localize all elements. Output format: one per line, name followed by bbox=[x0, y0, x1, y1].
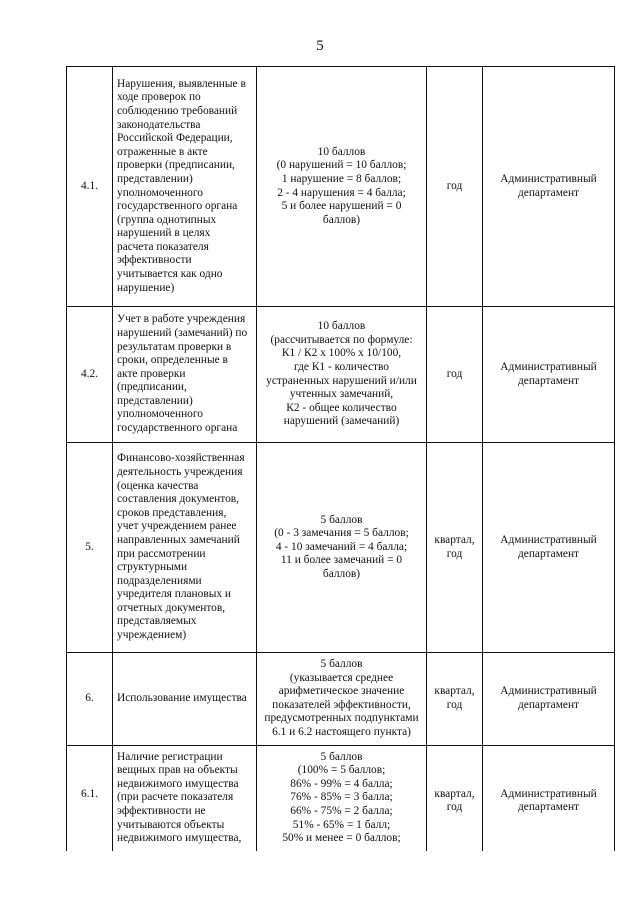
name-line: учитывается как одно bbox=[117, 268, 223, 281]
score-line: 10 баллов bbox=[317, 145, 366, 158]
name-line: деятельность учреждения bbox=[117, 465, 243, 478]
name-line: учредителя плановых и bbox=[117, 588, 232, 601]
name-line: отчетных документов, bbox=[117, 601, 226, 614]
score-line: 66% - 75% = 2 балла; bbox=[290, 804, 393, 817]
responsible-cell bbox=[483, 443, 615, 653]
responsible-line: Административный bbox=[500, 533, 597, 546]
period-line: квартал, bbox=[434, 685, 475, 698]
criteria-table bbox=[66, 66, 615, 851]
table-row bbox=[67, 745, 615, 851]
name-line: вещных прав на объекты bbox=[117, 764, 238, 777]
table-row bbox=[67, 653, 615, 746]
name-line: государственного органа bbox=[117, 422, 238, 435]
name-line: представлении) bbox=[117, 394, 193, 407]
name-line: эффективности не bbox=[117, 804, 206, 817]
responsible-line: департамент bbox=[517, 801, 580, 814]
score-line: учтенных замечаний, bbox=[289, 388, 394, 401]
score-line: баллов) bbox=[322, 213, 361, 226]
period-line: год bbox=[446, 801, 463, 814]
score-line: 2 - 4 нарушения = 4 балла; bbox=[277, 186, 406, 199]
name-line: уполномоченного bbox=[117, 408, 203, 421]
name-line: представляемых bbox=[117, 615, 197, 628]
score-line: предусмотренных подпунктами bbox=[264, 712, 419, 725]
score-line: 50% и менее = 0 баллов; bbox=[282, 832, 401, 845]
table-row bbox=[67, 307, 615, 443]
page-number: 5 bbox=[316, 38, 324, 54]
name-line: при рассмотрении bbox=[117, 547, 206, 560]
item-number-cell: 4.1. bbox=[67, 67, 113, 307]
indicator-name-cell bbox=[113, 443, 257, 653]
responsible-line: департамент bbox=[517, 698, 580, 711]
score-line: 5 баллов bbox=[320, 513, 363, 526]
name-line: нарушение) bbox=[117, 281, 175, 294]
score-line: 5 и более нарушений = 0 bbox=[281, 200, 402, 213]
name-line: Финансово-хозяйственная bbox=[117, 452, 245, 465]
criteria-table-body bbox=[67, 67, 615, 851]
name-line: нарушений (замечаний) по bbox=[117, 326, 248, 339]
score-line: 5 баллов bbox=[320, 750, 363, 763]
score-line: 5 баллов bbox=[320, 658, 363, 670]
score-line: (0 - 3 замечания = 5 баллов; bbox=[274, 527, 409, 540]
indicator-name-cell bbox=[113, 307, 257, 443]
period-line: год bbox=[446, 179, 463, 192]
name-line: недвижимого имущества bbox=[117, 777, 239, 790]
name-line: акте проверки bbox=[117, 367, 186, 380]
name-line: (при расчете показателя bbox=[117, 791, 234, 804]
name-line: ходе проверок по bbox=[117, 91, 201, 104]
responsible-line: Административный bbox=[500, 787, 597, 800]
name-line: соблюдению требований bbox=[117, 104, 238, 117]
table-row bbox=[67, 443, 615, 653]
name-line: нарушений в целях bbox=[117, 227, 211, 240]
name-line: учитываются объекты bbox=[117, 818, 225, 831]
name-line: недвижимого имущества, bbox=[117, 832, 242, 845]
name-line: учет учреждением ранее bbox=[117, 520, 237, 533]
name-line: подразделениями bbox=[117, 574, 202, 587]
name-line: (предписании, bbox=[117, 381, 187, 394]
responsible-line: Административный bbox=[500, 172, 597, 185]
name-line: структурными bbox=[117, 561, 188, 574]
name-line: (группа однотипных bbox=[117, 213, 217, 226]
name-line: учреждением) bbox=[117, 629, 187, 642]
responsible-cell bbox=[483, 745, 615, 851]
score-cell bbox=[257, 745, 427, 851]
period-line: год bbox=[446, 698, 463, 711]
period-cell bbox=[427, 653, 483, 746]
score-line: К1 / К2 x 100% x 10/100, bbox=[281, 347, 402, 360]
score-line: 1 нарушение = 8 баллов; bbox=[281, 172, 402, 185]
name-line: сроки, определенные в bbox=[117, 354, 228, 367]
name-line: Нарушения, выявленные в bbox=[117, 77, 246, 90]
item-number-cell: 6. bbox=[67, 653, 113, 746]
responsible-cell bbox=[483, 67, 615, 307]
name-line: проверки (предписании, bbox=[117, 159, 235, 172]
period-line: квартал, bbox=[434, 533, 475, 546]
responsible-line: департамент bbox=[517, 547, 580, 560]
score-cell bbox=[257, 443, 427, 653]
score-cell bbox=[257, 67, 427, 307]
score-line: арифметическое значение bbox=[278, 685, 405, 698]
table-row bbox=[67, 67, 615, 307]
name-line: уполномоченного bbox=[117, 186, 203, 199]
score-line: 6.1 и 6.2 настоящего пункта) bbox=[272, 725, 411, 738]
responsible-line: департамент bbox=[517, 186, 580, 199]
score-line: К2 - общее количество bbox=[286, 401, 397, 414]
score-cell bbox=[257, 653, 427, 746]
name-line: законодательства bbox=[117, 118, 201, 131]
responsible-cell bbox=[483, 653, 615, 746]
period-line: квартал, bbox=[434, 787, 475, 800]
score-line: 76% - 85% = 3 балла; bbox=[290, 791, 393, 804]
responsible-line: Административный bbox=[500, 685, 597, 698]
name-line: эффективности bbox=[117, 254, 192, 267]
name-line: Учет в работе учреждения bbox=[117, 313, 246, 326]
item-number-cell: 5. bbox=[67, 443, 113, 653]
score-line: (0 нарушений = 10 баллов; bbox=[276, 159, 407, 172]
score-line: (рассчитывается по формуле: bbox=[270, 333, 413, 346]
responsible-cell bbox=[483, 307, 615, 443]
score-line: (100% = 5 баллов; bbox=[297, 764, 386, 777]
name-line: сроков представления, bbox=[117, 506, 227, 519]
name-line: расчета показателя bbox=[117, 240, 209, 253]
name-line: (оценка качества bbox=[117, 479, 199, 492]
name-line: государственного органа bbox=[117, 200, 238, 213]
name-line: направленных замечаний bbox=[117, 533, 240, 546]
name-line: представлении) bbox=[117, 172, 193, 185]
score-line: нарушений (замечаний) bbox=[283, 415, 400, 428]
period-cell bbox=[427, 307, 483, 443]
period-line: год bbox=[446, 547, 463, 560]
score-line: где К1 - количество bbox=[294, 360, 389, 373]
score-line: баллов) bbox=[322, 567, 361, 580]
period-cell bbox=[427, 745, 483, 851]
score-line: 4 - 10 замечаний = 4 балла; bbox=[275, 540, 408, 553]
score-line: 86% - 99% = 4 балла; bbox=[290, 777, 393, 790]
score-line: 51% - 65% = 1 балл; bbox=[292, 818, 391, 831]
score-line: 11 и более замечаний = 0 bbox=[280, 554, 403, 567]
indicator-name-cell bbox=[113, 745, 257, 851]
name-line: Использование имущества bbox=[117, 691, 247, 704]
score-line: (указывается среднее bbox=[289, 671, 394, 684]
item-number-cell: 6.1. bbox=[67, 745, 113, 851]
name-line: Российской Федерации, bbox=[117, 132, 233, 145]
score-line: устраненных нарушений и/или bbox=[266, 374, 417, 387]
name-line: Наличие регистрации bbox=[117, 750, 223, 763]
score-cell bbox=[257, 307, 427, 443]
item-number-cell: 4.2. bbox=[67, 307, 113, 443]
score-line: показателей эффективности, bbox=[272, 698, 411, 711]
name-line: составления документов, bbox=[117, 493, 240, 506]
indicator-name-cell bbox=[113, 67, 257, 307]
period-line: год bbox=[446, 367, 463, 380]
responsible-line: департамент bbox=[517, 374, 580, 387]
score-line: 10 баллов bbox=[317, 320, 366, 333]
period-cell bbox=[427, 67, 483, 307]
responsible-line: Административный bbox=[500, 360, 597, 373]
name-line: результатам проверки в bbox=[117, 340, 232, 353]
period-cell bbox=[427, 443, 483, 653]
indicator-name-cell bbox=[113, 653, 257, 746]
name-line: отраженные в акте bbox=[117, 145, 208, 158]
